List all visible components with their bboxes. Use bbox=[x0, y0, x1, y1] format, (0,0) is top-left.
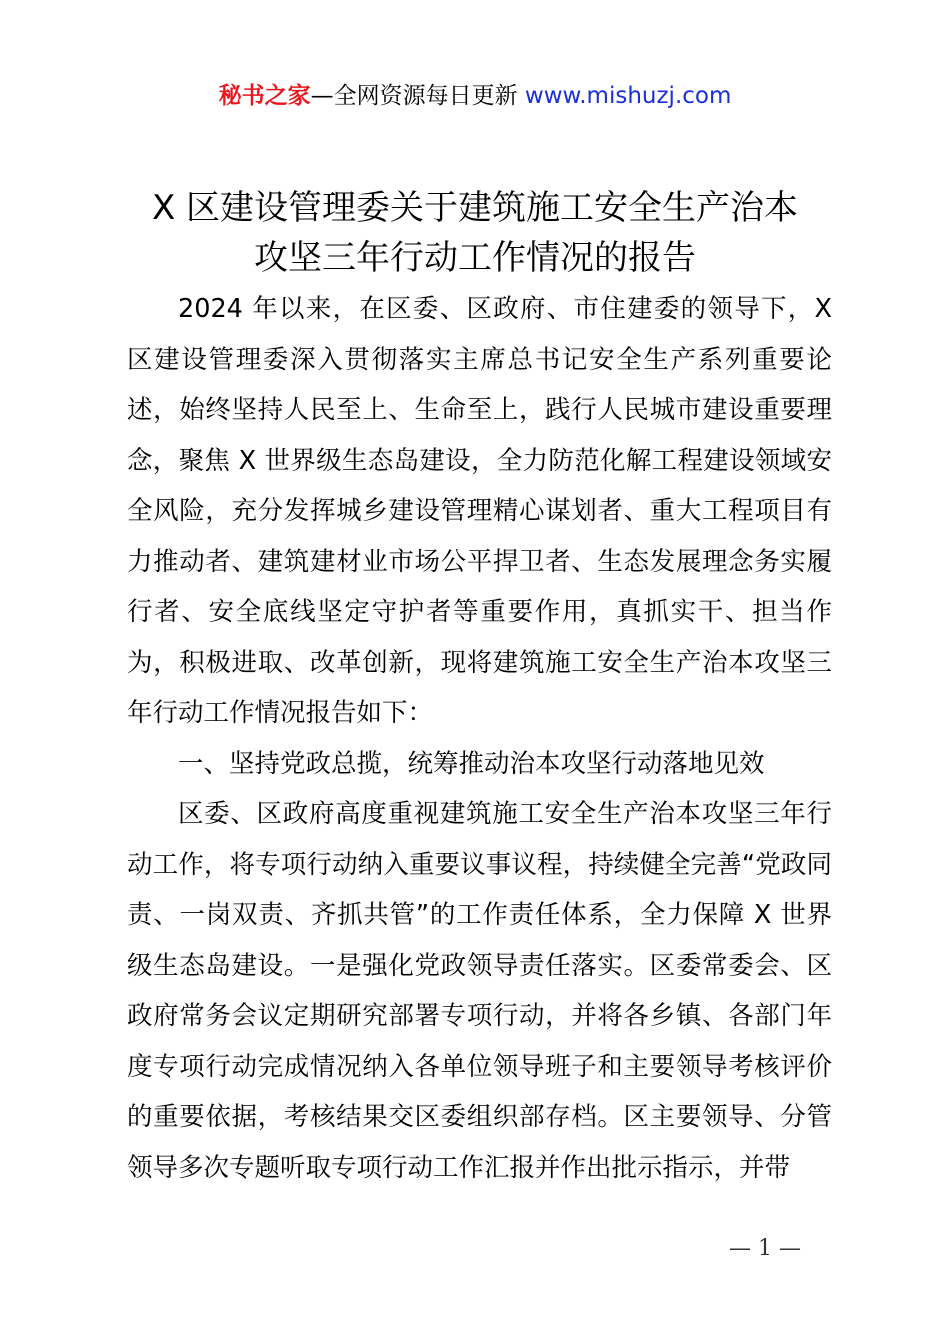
site-banner bbox=[0, 80, 950, 112]
brand-name: 秘书之家 bbox=[218, 83, 311, 109]
document-body bbox=[127, 284, 832, 1193]
website-link[interactable]: www.mishuzj.com bbox=[524, 83, 732, 109]
banner-slogan: —全网资源每日更新 bbox=[310, 83, 525, 109]
intro-paragraph: 2024 年以来，在区委、区政府、市住建委的领导下，X 区建设管理委深入贯彻落实主席总书记安全生产系列重要论述，始终坚持人民至上、生命至上，践行人民城市建设重要理念，聚焦 X 世界级生态岛建设，全力防范化解工程建设领域安全风险，充分发挥城乡建设管理精心谋划者、重大工程项目有力推动者、建筑建材业市场公平捍卫者、生态发展理念务实履行者、安全底线坚定守护者等重要作用，真抓实干、担当作为，积极进取、改革创新，现将建筑施工安全生产治本攻坚三年行动工作情况报告如下： bbox=[127, 294, 832, 728]
section-paragraph: 区委、区政府高度重视建筑施工安全生产治本攻坚三年行动工作，将专项行动纳入重要议事议程，持续健全完善“党政同责、一岗双责、齐抓共管”的工作责任体系，全力保障 X 世界级生态岛建设。一是强化党政领导责任落实。区委常委会、区政府常务会议定期研究部署专项行动，并将各乡镇、各部门年度专项行动完成情况纳入各单位领导班子和主要领导考核评价的重要依据，考核结果交区委组织部存档。区主要领导、分管领导多次专题听取专项行动工作汇报并作出批示指示，并带 bbox=[127, 799, 832, 1183]
section-heading: 一、坚持党政总揽，统筹推动治本攻坚行动落地见效 bbox=[178, 748, 765, 779]
page-number: — 1 — bbox=[729, 1236, 801, 1261]
title-line-1: X 区建设管理委关于建筑施工安全生产治本 bbox=[151, 188, 799, 228]
title-line-2: 攻坚三年行动工作情况的报告 bbox=[254, 238, 696, 278]
document-title bbox=[60, 183, 890, 283]
